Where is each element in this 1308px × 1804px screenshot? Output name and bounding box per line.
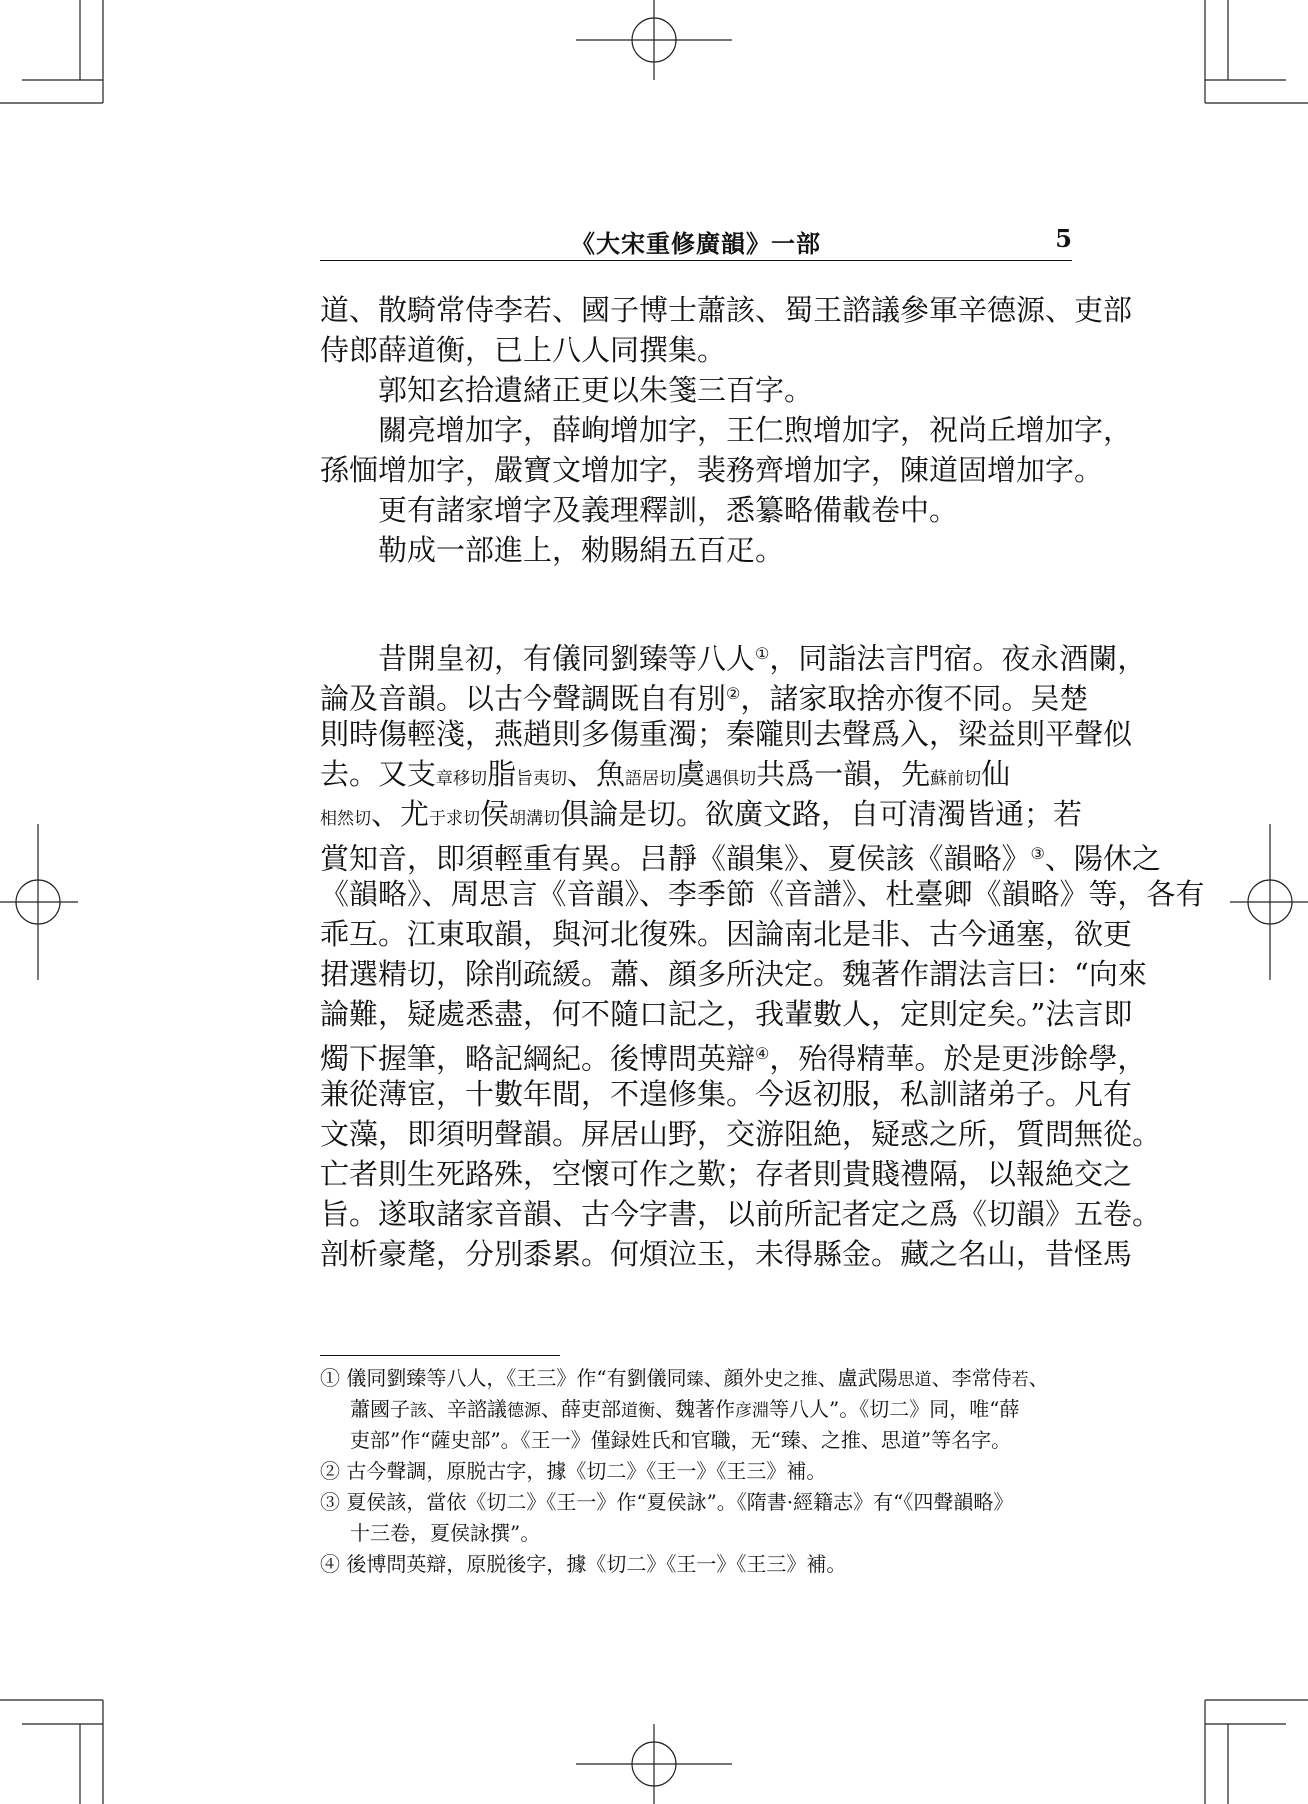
footnote-line xyxy=(320,1456,1072,1487)
text-run: 、尤 xyxy=(371,797,430,831)
text-run: 、辛諮議 xyxy=(427,1397,507,1421)
text-run: 、魚 xyxy=(567,757,626,791)
text-line xyxy=(320,1114,1162,1154)
text-line xyxy=(320,490,1072,530)
fanqie-annotation: 語居切 xyxy=(625,769,677,789)
text-line xyxy=(320,754,1072,794)
fanqie-annotation: 之推 xyxy=(783,1370,818,1390)
fanqie-annotation: 臻 xyxy=(686,1370,704,1390)
text-line xyxy=(320,370,1072,410)
footnote-line xyxy=(320,1549,1072,1580)
fanqie-annotation: 章移切 xyxy=(436,769,488,789)
fanqie-annotation: 遇俱切 xyxy=(705,769,757,789)
text-run: 孫愐增加字，嚴寶文增加字，裴務齊增加字，陳道固增加字。 xyxy=(320,453,1104,487)
running-header xyxy=(320,220,1072,260)
text-run: ，殆得精華。於是更涉餘學， xyxy=(769,1041,1147,1076)
fanqie-annotation: 彦淵 xyxy=(735,1401,769,1421)
text-run: 論及音韻。以古今聲調既自有別 xyxy=(320,681,727,716)
text-run: 吏部”作“薩史部”。《王一》僅録姓氏和官職，无“臻、之推、思道”等名字。 xyxy=(350,1428,1012,1452)
paragraph-gap xyxy=(320,570,1072,634)
text-run: 關亮增加字，薛峋增加字，王仁煦增加字，祝尚丘增加字， xyxy=(378,413,1133,447)
fanqie-annotation: 胡溝切 xyxy=(509,809,561,829)
text-run: 旨。遂取諸家音韻、古今字書，以前所記者定之爲《切韻》五卷。 xyxy=(320,1197,1162,1231)
text-line xyxy=(320,954,1147,994)
text-run: ，同詣法言門宿。夜永酒闌， xyxy=(769,641,1147,676)
text-run: 論難，疑處悉盡，何不隨口記之，我輩數人，定則定矣。”法言即 xyxy=(320,997,1133,1031)
text-run: 脂 xyxy=(487,757,517,791)
header-rule xyxy=(320,260,1072,261)
page-number: 5 xyxy=(1055,224,1072,253)
text-run: 更有諸家增字及義理釋訓，悉纂略備載卷中。 xyxy=(378,493,959,527)
text-run: 《韻略》、周思言《音韻》、李季節《音譜》、杜臺卿《韻略》等，各有 xyxy=(320,877,1205,911)
text-run: 、顔外史 xyxy=(703,1366,784,1390)
text-line xyxy=(320,714,1133,754)
text-run: 去。又支 xyxy=(320,757,437,791)
text-line xyxy=(320,1154,1133,1194)
text-run: 道、散騎常侍李若、國子博士蕭該、蜀王諮議參軍辛德源、吏部 xyxy=(320,293,1133,327)
text-line xyxy=(320,1034,1147,1076)
text-run: 燭下握筆，略記綱紀。後博問英辯 xyxy=(320,1041,756,1076)
footnote-line xyxy=(320,1394,1072,1425)
text-run: ④ 後博問英辯，原脱後字，據《切二》《王一》《王三》補。 xyxy=(320,1552,847,1576)
text-run: 、盧武陽 xyxy=(817,1366,898,1390)
footnotes xyxy=(320,1363,1072,1580)
footnote-line xyxy=(320,1518,1072,1549)
text-run: 、魏著作 xyxy=(655,1397,735,1421)
text-line xyxy=(320,450,1104,490)
text-run: 、李常侍 xyxy=(931,1366,1012,1390)
text-line xyxy=(320,674,1089,716)
text-run: 侯 xyxy=(480,797,510,831)
running-title: 《大宋重修廣韻》一部 xyxy=(571,229,821,258)
footnote-marker: ③ xyxy=(1030,844,1045,863)
text-run: 剖析豪氂，分別黍累。何煩泣玉，未得縣金。藏之名山，昔怪馬 xyxy=(320,1237,1133,1271)
text-line xyxy=(320,994,1133,1034)
text-line xyxy=(320,1194,1162,1234)
text-run: 郭知玄拾遺緒正更以朱箋三百字。 xyxy=(378,373,814,407)
footnote-line xyxy=(320,1487,1072,1518)
fanqie-annotation: 德源 xyxy=(507,1401,541,1421)
text-run: 捃選精切，除削疏緩。蕭、顔多所決定。魏著作謂法言曰：“向來 xyxy=(320,957,1147,991)
text-run: ，諸家取捨亦復不同。吴楚 xyxy=(740,681,1089,716)
footnote-marker: ② xyxy=(726,684,741,703)
text-line xyxy=(320,794,1083,834)
footnote-line xyxy=(320,1425,1072,1456)
footnote-line xyxy=(320,1363,1072,1394)
text-run: ② 古今聲調，原脱古字，據《切二》《王一》《王三》補。 xyxy=(320,1459,827,1483)
fanqie-annotation: 相然切 xyxy=(320,809,371,829)
text-run: 則時傷輕淺，燕趙則多傷重濁；秦隴則去聲爲入，梁益則平聲似 xyxy=(320,717,1133,751)
text-run: 十三卷，夏侯詠撰”。 xyxy=(350,1521,541,1545)
text-run: 賞知音，即須輕重有異。吕靜《韻集》、夏侯該《韻略》 xyxy=(320,841,1031,876)
footnote-marker: ④ xyxy=(755,1044,770,1063)
text-line xyxy=(320,410,1133,450)
text-run: 亡者則生死路殊，空懷可作之歎；存者則貴賤禮隔，以報絶交之 xyxy=(320,1157,1133,1191)
text-run: 侍郎薛道衡，已上八人同撰集。 xyxy=(320,333,727,367)
text-run: 、 xyxy=(1028,1366,1049,1390)
text-run: 乖互。江東取韻，與河北復殊。因論南北是非、古今通塞，欲更 xyxy=(320,917,1133,951)
text-run: 文藻，即須明聲韻。屏居山野，交游阻絶，疑惑之所，質問無從。 xyxy=(320,1117,1162,1151)
fanqie-annotation: 若 xyxy=(1011,1370,1029,1390)
text-run: 共爲一韻，先 xyxy=(756,757,931,791)
text-line xyxy=(320,530,1072,570)
fanqie-annotation: 道衡 xyxy=(621,1401,655,1421)
fanqie-annotation: 于求切 xyxy=(429,809,481,829)
text-run: 蕭國子 xyxy=(350,1397,410,1421)
text-run: 、薛吏部 xyxy=(541,1397,621,1421)
text-run: 勒成一部進上，勑賜絹五百疋。 xyxy=(378,533,785,567)
text-line xyxy=(320,914,1133,954)
text-run: ③ 夏侯該，當依《切二》《王一》作“夏侯詠”。《隋書·經籍志》有“《四聲韻略》 xyxy=(320,1490,1014,1514)
text-line xyxy=(320,1074,1133,1114)
text-line xyxy=(320,290,1133,330)
text-run: 等八人”。《切二》同，唯“薛 xyxy=(769,1397,1020,1421)
text-line xyxy=(320,1234,1133,1274)
text-run: 俱論是切。欲廣文路，自可清濁皆通；若 xyxy=(560,797,1083,831)
text-line xyxy=(320,834,1161,876)
text-line xyxy=(320,874,1205,914)
fanqie-annotation: 該 xyxy=(410,1401,427,1421)
text-run: 兼從薄宦，十數年間，不遑修集。今返初服，私訓諸弟子。凡有 xyxy=(320,1077,1133,1111)
fanqie-annotation: 思道 xyxy=(897,1370,932,1390)
text-line xyxy=(320,634,1147,676)
text-run: 虞 xyxy=(676,757,706,791)
text-run: 仙 xyxy=(981,757,1011,791)
main-text xyxy=(320,290,1205,1274)
fanqie-annotation: 蘇前切 xyxy=(930,769,982,789)
text-run: ① 儀同劉臻等八人，《王三》作“有劉儀同 xyxy=(320,1366,687,1390)
footnote-marker: ① xyxy=(755,644,770,663)
fanqie-annotation: 旨夷切 xyxy=(516,769,568,789)
text-line xyxy=(320,330,1072,370)
text-run: 、陽休之 xyxy=(1044,841,1161,876)
footnote-rule xyxy=(320,1355,560,1356)
text-run: 昔開皇初，有儀同劉臻等八人 xyxy=(378,641,756,676)
